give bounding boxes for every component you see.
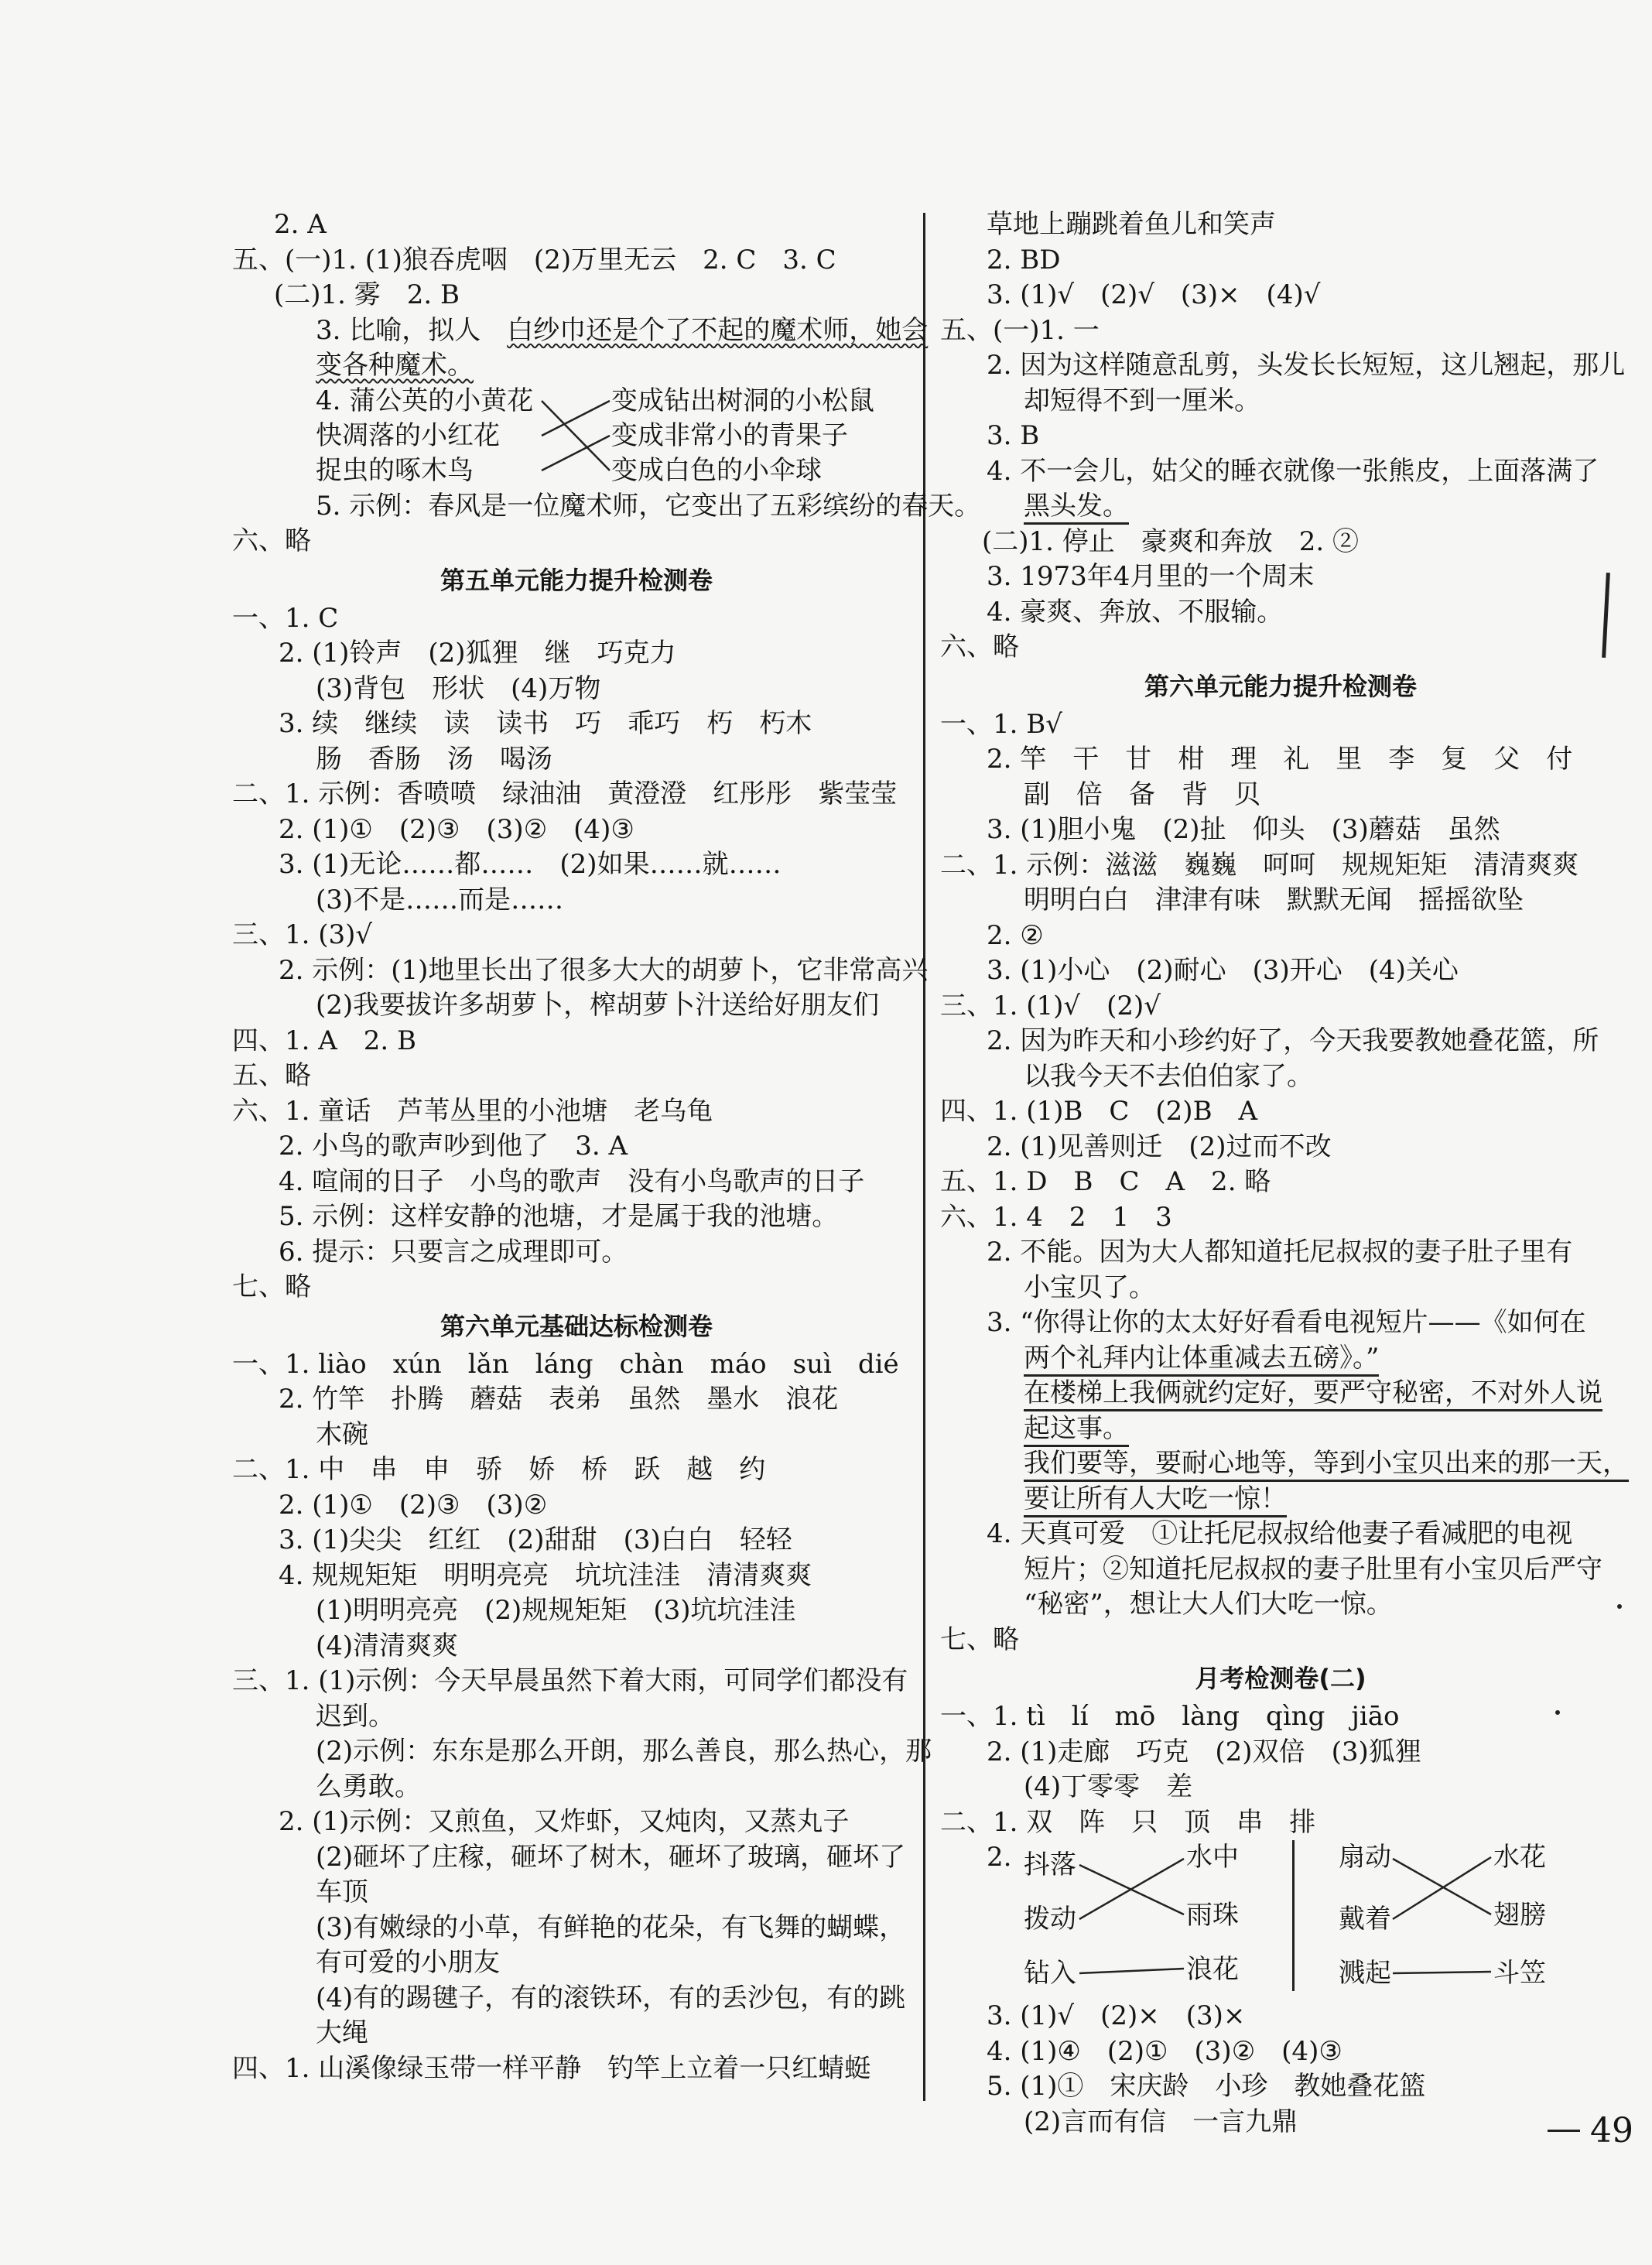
answer-line: 么勇敢。 — [316, 1771, 421, 1802]
answer-line: 3. (1)尖尖 红红 (2)甜甜 (3)白白 轻轻 — [279, 1524, 792, 1555]
answer-line: 3. 1973年4月里的一个周末 — [987, 561, 1315, 592]
match-right-2: 雨珠 — [1186, 1900, 1239, 1931]
answer-line: 四、1. A 2. B — [232, 1025, 417, 1056]
answer-line: 四、1. 山溪像绿玉带一样平静 钓竿上立着一只红蜻蜓 — [232, 2052, 871, 2084]
match-left-1: 4. 蒲公英的小黄花 — [316, 385, 534, 416]
answer-line: (2)示例：东东是那么开朗，那么善良，那么热心，那 — [316, 1736, 932, 1767]
answer-line: 五、略 — [232, 1060, 311, 1091]
answer-line: (3)背包 形状 (4)万物 — [316, 672, 601, 704]
answer-line: (2)我要拔许多胡萝卜，榨胡萝卜汁送给好朋友们 — [316, 990, 880, 1021]
answer-line: 2. 不能。因为大人都知道托尼叔叔的妻子肚子里有 — [987, 1237, 1573, 1268]
answer-line: (4)清清爽爽 — [316, 1630, 459, 1661]
answer-line: 6. 提示：只要言之成理即可。 — [279, 1236, 628, 1268]
answer-line: (二)1. 雾 2. B — [274, 279, 460, 310]
answer-line: 一、1. liào xún lǎn láng chàn máo suì dié — [232, 1348, 899, 1380]
answer-line: 有可爱的小朋友 — [316, 1947, 500, 1978]
match-number: 2. — [987, 1842, 1012, 1873]
underlined-text: 黑头发。 — [1024, 491, 1129, 525]
answer-line: 4. (1)④ (2)① (3)② (4)③ — [987, 2035, 1342, 2067]
answer-line: 五、(一)1. 一 — [940, 314, 1100, 346]
answer-line: 2. 因为昨天和小珍约好了，今天我要教她叠花篮，所 — [987, 1025, 1599, 1056]
answer-line: (1)明明亮亮 (2)规规矩矩 (3)坑坑洼洼 — [316, 1595, 796, 1626]
answer-line: 五、(一)1. (1)狼吞虎咽 (2)万里无云 2. C 3. C — [232, 244, 836, 275]
answer-line: 以我今天不去伯伯家了。 — [1024, 1060, 1313, 1092]
ink-dot — [1555, 1710, 1560, 1715]
answer-line: 副 倍 备 背 贝 — [1024, 778, 1260, 810]
answer-line: 四、1. (1)B C (2)B A — [940, 1096, 1258, 1127]
answer-line: 3. (1)小心 (2)耐心 (3)开心 (4)关心 — [987, 955, 1459, 986]
answer-line: 3. B — [987, 420, 1040, 451]
match-left-3: 捉虫的啄木鸟 — [316, 454, 474, 486]
answer-line: 二、1. 示例：滋滋 巍巍 呵呵 规规矩矩 清清爽爽 — [940, 849, 1579, 881]
answer-line: “秘密”，想让大人们大吃一惊。 — [1024, 1589, 1393, 1620]
answer-line — [940, 1341, 1621, 1377]
answer-line — [940, 1376, 1621, 1411]
match-left-6: 溅起 — [1339, 1958, 1391, 1989]
match-right-1: 水中 — [1186, 1842, 1239, 1873]
answer-line: 5. 示例：这样安静的池塘，才是属于我的池塘。 — [279, 1201, 839, 1232]
answer-line: 2. 竹竿 扑腾 蘑菇 表弟 虽然 墨水 浪花 — [279, 1384, 839, 1415]
underlined-text: 两个礼拜内让体重减去五磅》。” — [1024, 1343, 1379, 1377]
answer-line: 二、1. 双 阵 只 顶 串 排 — [940, 1806, 1316, 1838]
answer-line — [232, 348, 921, 384]
match-left-4: 扇动 — [1339, 1842, 1391, 1873]
answer-line: (3)不是……而是…… — [316, 884, 564, 915]
answer-line: 3. (1)胆小鬼 (2)扯 仰头 (3)蘑菇 虽然 — [987, 814, 1500, 845]
answer-line: 短片；②知道托尼叔叔的妻子肚里有小宝贝后严守 — [1024, 1553, 1602, 1585]
answer-line: 3. 续 继续 读 读书 巧 乖巧 朽 朽木 — [279, 708, 812, 739]
match-right-6: 斗笠 — [1493, 1958, 1546, 1989]
match-left-2: 拨动 — [1024, 1904, 1076, 1935]
answer-line: 木碗 — [316, 1418, 368, 1450]
answer-line: 2. A — [274, 209, 327, 240]
answer-line: 4. 喧闹的日子 小鸟的歌声 没有小鸟歌声的日子 — [279, 1165, 865, 1197]
answer-line: 六、1. 4 2 1 3 — [940, 1201, 1172, 1233]
answer-line: 2. 小鸟的歌声吵到他了 3. A — [279, 1131, 628, 1162]
answer-line: 2. 竿 干 甘 柑 理 礼 里 李 复 父 付 — [987, 744, 1573, 775]
answer-line: 2. (1)示例：又煎鱼，又炸虾，又炖肉，又蒸丸子 — [279, 1806, 850, 1837]
answer-line: (4)有的踢毽子，有的滚铁环，有的丢沙包，有的跳 — [316, 1982, 906, 2014]
match-right-3: 浪花 — [1186, 1954, 1239, 1985]
section-heading: 月考检测卷(二) — [1195, 1664, 1366, 1693]
answer-line: 六、略 — [940, 631, 1019, 662]
answer-line: 2. 因为这样随意乱剪，头发长长短短，这儿翘起，那儿 — [987, 350, 1626, 381]
answer-line: 2. (1)见善则迁 (2)过而不改 — [987, 1131, 1332, 1162]
page-number-dash — [1548, 2130, 1580, 2132]
answer-line: 肠 香肠 汤 喝汤 — [316, 743, 552, 775]
match-lines — [232, 384, 696, 489]
answer-line: 七、略 — [232, 1271, 311, 1302]
page-number: 49 — [1590, 2111, 1633, 2150]
underlined-text: 起这事。 — [1024, 1413, 1129, 1447]
answer-line — [940, 1482, 1621, 1517]
answer-line: 3. (1)无论……都…… (2)如果……就…… — [279, 849, 782, 880]
underlined-text: 要让所有人大吃一惊！ — [1024, 1483, 1287, 1517]
answer-line: 5. 示例：春风是一位魔术师，它变出了五彩缤纷的春天。 — [316, 490, 981, 522]
answer-line: 一、1. B√ — [940, 708, 1062, 740]
match-left-3: 钻入 — [1024, 1958, 1076, 1989]
right-column — [940, 207, 1629, 2140]
answer-line: 2. (1)① (2)③ (3)② — [279, 1489, 548, 1521]
section-heading: 第六单元基础达标检测卷 — [440, 1311, 713, 1341]
answer-line — [232, 313, 929, 349]
answer-line: 六、1. 童话 芦苇丛里的小池塘 老乌龟 — [232, 1095, 713, 1127]
answer-line: 大绳 — [316, 2017, 368, 2048]
match-right-2: 变成非常小的青果子 — [611, 419, 848, 451]
left-column — [232, 207, 981, 2086]
section-heading: 第六单元能力提升检测卷 — [1144, 671, 1417, 701]
answer-line: (2)砸坏了庄稼，砸坏了树木，砸坏了玻璃，砸坏了 — [316, 1841, 906, 1873]
answer-line: 2. (1)① (2)③ (3)② (4)③ — [279, 813, 634, 845]
answer-line — [940, 1446, 1629, 1482]
match-right-3: 变成白色的小伞球 — [611, 454, 822, 486]
matching-exercise — [940, 1840, 1621, 1999]
wavy-underlined-text: 白纱巾还是个了不起的魔术师，她会 — [507, 314, 929, 346]
match-right-4: 水花 — [1493, 1842, 1546, 1873]
answer-line: 3. “你得让你的太太好好看看电视短片——《如何在 — [987, 1307, 1586, 1338]
answer-line: (二)1. 停止 豪爽和奔放 2. ② — [982, 525, 1360, 557]
answer-line: 却短得不到一厘米。 — [1024, 385, 1260, 416]
match-right-5: 翅膀 — [1493, 1900, 1546, 1931]
answer-line: (2)言而有信 一言九鼎 — [1024, 2106, 1298, 2137]
underlined-text: 在楼梯上我俩就约定好，要严守秘密，不对外人说 — [1024, 1377, 1602, 1411]
matching-exercise — [232, 384, 921, 489]
answer-line: 二、1. 中 串 申 骄 娇 桥 跃 越 约 — [232, 1454, 766, 1485]
answer-line: 4. 规规矩矩 明明亮亮 坑坑洼洼 清清爽爽 — [279, 1559, 812, 1591]
answer-line: 一、1. C — [232, 602, 339, 634]
answer-line: 明明白白 津津有味 默默无闻 摇摇欲坠 — [1024, 884, 1524, 915]
answer-line: 4. 豪爽、奔放、不服输。 — [987, 596, 1284, 628]
answer-line: (4)丁零零 差 — [1024, 1771, 1193, 1802]
answer-line: 2. BD — [987, 244, 1061, 275]
match-left-2: 快凋落的小红花 — [316, 419, 500, 451]
answer-line: 二、1. 示例：香喷喷 绿油油 黄澄澄 红彤彤 紫莹莹 — [232, 778, 898, 809]
answer-line: 一、1. tì lí mō làng qìng jiāo — [940, 1701, 1400, 1732]
answer-line: 草地上蹦跳着鱼儿和笑声 — [987, 209, 1276, 240]
answer-text: 3. 比喻，拟人 — [316, 314, 508, 346]
answer-line: 六、略 — [232, 525, 311, 556]
section-heading: 第五单元能力提升检测卷 — [440, 565, 713, 595]
answer-line: 七、略 — [940, 1623, 1019, 1655]
underlined-text: 我们要等，要耐心地等，等到小宝贝出来的那一天， — [1024, 1448, 1629, 1482]
match-left-1: 抖落 — [1024, 1849, 1076, 1880]
answer-line: 车顶 — [316, 1877, 368, 1907]
answer-line: 三、1. (3)√ — [232, 919, 373, 950]
answer-line: 3. (1)√ (2)× (3)× — [987, 2000, 1246, 2031]
answer-line — [940, 489, 1621, 525]
answer-line: 5. (1)① 宋庆龄 小珍 教她叠花篮 — [987, 2071, 1426, 2102]
answer-line: 三、1. (1)√ (2)√ — [940, 990, 1161, 1021]
answer-line: 2. (1)走廊 巧克 (2)双倍 (3)狐狸 — [987, 1736, 1421, 1767]
match-left-5: 戴着 — [1339, 1904, 1391, 1935]
answer-line: 4. 天真可爱 ①让托尼叔叔给他妻子看减肥的电视 — [987, 1518, 1573, 1549]
answer-line: 3. (1)√ (2)√ (3)× (4)√ — [987, 279, 1321, 310]
answer-line: 迟到。 — [316, 1700, 395, 1732]
answer-line: 4. 不一会儿，姑父的睡衣就像一张熊皮，上面落满了 — [987, 455, 1599, 487]
wavy-underlined-text: 变各种魔术。 — [316, 350, 474, 381]
match-right-1: 变成钻出树洞的小松鼠 — [611, 385, 874, 416]
answer-line: 2. 示例：(1)地里长出了很多大大的胡萝卜，它非常高兴 — [279, 954, 929, 986]
answer-line: 三、1. (1)示例：今天早晨虽然下着大雨，可同学们都没有 — [232, 1665, 908, 1696]
answer-line: 小宝贝了。 — [1024, 1271, 1155, 1303]
answer-line: 2. (1)铃声 (2)狐狸 继 巧克力 — [279, 638, 676, 669]
match-lines — [940, 1840, 1621, 1999]
answer-line: 2. ② — [987, 919, 1044, 951]
answer-line: 五、1. D B C A 2. 略 — [940, 1166, 1271, 1197]
answer-line: (3)有嫩绿的小草，有鲜艳的花朵，有飞舞的蝴蝶， — [316, 1911, 906, 1943]
answer-line — [940, 1411, 1621, 1447]
ink-dot — [1617, 1604, 1622, 1609]
